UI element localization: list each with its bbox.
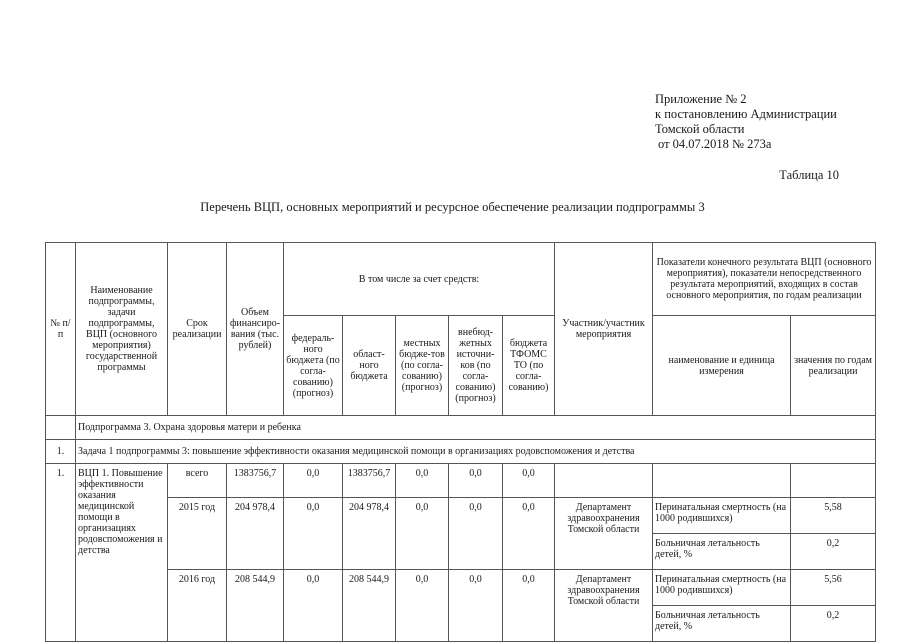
cell-participant: Департамент здравоохранения Томской области — [555, 570, 653, 642]
cell-extra: 0,0 — [449, 464, 503, 498]
header-indicators: Показатели конечного результата ВЦП (основного мероприятия), показатели непосредственного результата мероприятий, входящих в состав основного мероприятия, по годам реализации — [653, 243, 876, 316]
header-participant: Участник/участник мероприятия — [555, 243, 653, 416]
cell-indicator-value: 5,58 — [791, 498, 876, 534]
cell-volume: 1383756,7 — [227, 464, 284, 498]
cell-indicator-name: Перинатальная смертность (на 1000 родившихся) — [653, 498, 791, 534]
header-local: местных бюдже-тов (по согла-сованию) (прогноз) — [396, 316, 449, 416]
table-number: Таблица 10 — [779, 168, 839, 182]
cell-indicator-name: Перинатальная смертность (на 1000 родившихся) — [653, 570, 791, 606]
cell-indicator-value: 0,2 — [791, 606, 876, 642]
cell-extra: 0,0 — [449, 570, 503, 642]
vcp-num: 1. — [46, 464, 76, 642]
header-term: Срок реализации — [168, 243, 227, 416]
cell-participant: Департамент здравоохранения Томской области — [555, 498, 653, 570]
header-federal: федераль-ного бюджета (по согла-сованию) (прогноз) — [284, 316, 343, 416]
cell-indicator-name: Больничная летальность детей, % — [653, 534, 791, 570]
cell-indicator-name: Больничная летальность детей, % — [653, 606, 791, 642]
cell-regional: 1383756,7 — [343, 464, 396, 498]
cell-extra: 0,0 — [449, 498, 503, 570]
appendix-line: от 04.07.2018 № 273а — [658, 137, 772, 151]
header-num: № п/п — [46, 243, 76, 416]
cell-federal: 0,0 — [284, 464, 343, 498]
document-title: Перечень ВЦП, основных мероприятий и ресурсное обеспечение реализации подпрограммы 3 — [200, 200, 705, 214]
cell-tfoms: 0,0 — [503, 498, 555, 570]
header-indicator-name: наименование и единица измерения — [653, 316, 791, 416]
header-row — [46, 243, 876, 316]
table-row — [46, 464, 876, 498]
table-row — [46, 570, 876, 606]
header-indicator-values: значения по годам реализации — [791, 316, 876, 416]
appendix-line: к постановлению Администрации — [655, 107, 837, 121]
cell-indicator-value: 5,56 — [791, 570, 876, 606]
cell-regional: 204 978,4 — [343, 498, 396, 570]
cell-tfoms: 0,0 — [503, 570, 555, 642]
appendix-block — [655, 92, 837, 152]
task-row — [46, 440, 876, 464]
table-row — [46, 498, 876, 534]
header-volume: Объем финансиро-вания (тыс. рублей) — [227, 243, 284, 416]
cell-local: 0,0 — [396, 570, 449, 642]
cell-volume: 204 978,4 — [227, 498, 284, 570]
task-text: Задача 1 подпрограммы 3: повышение эффективности оказания медицинской помощи в организациях родовспоможения и детства — [76, 440, 876, 464]
cell-local: 0,0 — [396, 498, 449, 570]
cell-local: 0,0 — [396, 464, 449, 498]
header-extra: внебюд-жетных источни-ков (по согла-сованию) (прогноз) — [449, 316, 503, 416]
appendix-line: Томской области — [655, 122, 745, 136]
header-regional: област-ного бюджета — [343, 316, 396, 416]
appendix-line: Приложение № 2 — [655, 92, 747, 106]
cell-federal: 0,0 — [284, 570, 343, 642]
header-tfoms: бюджета ТФОМС ТО (по согла-сованию) — [503, 316, 555, 416]
header-name: Наименование подпрограммы, задачи подпрограммы, ВЦП (основного мероприятия) государственной программы — [76, 243, 168, 416]
cell-term: всего — [168, 464, 227, 498]
cell-indicator-value: 0,2 — [791, 534, 876, 570]
cell-term: 2016 год — [168, 570, 227, 642]
cell-tfoms: 0,0 — [503, 464, 555, 498]
vcp-name: ВЦП 1. Повышение эффективности оказания медицинской помощи в организациях родовспоможения и детства — [76, 464, 168, 642]
subprogram-title: Подпрограмма 3. Охрана здоровья матери и ребенка — [76, 416, 876, 440]
cell-regional: 208 544,9 — [343, 570, 396, 642]
subprogram-row — [46, 416, 876, 440]
cell-volume: 208 544,9 — [227, 570, 284, 642]
task-num: 1. — [46, 440, 76, 464]
cell-federal: 0,0 — [284, 498, 343, 570]
header-including: В том числе за счет средств: — [284, 243, 555, 316]
resource-table — [45, 242, 876, 642]
cell-term: 2015 год — [168, 498, 227, 570]
